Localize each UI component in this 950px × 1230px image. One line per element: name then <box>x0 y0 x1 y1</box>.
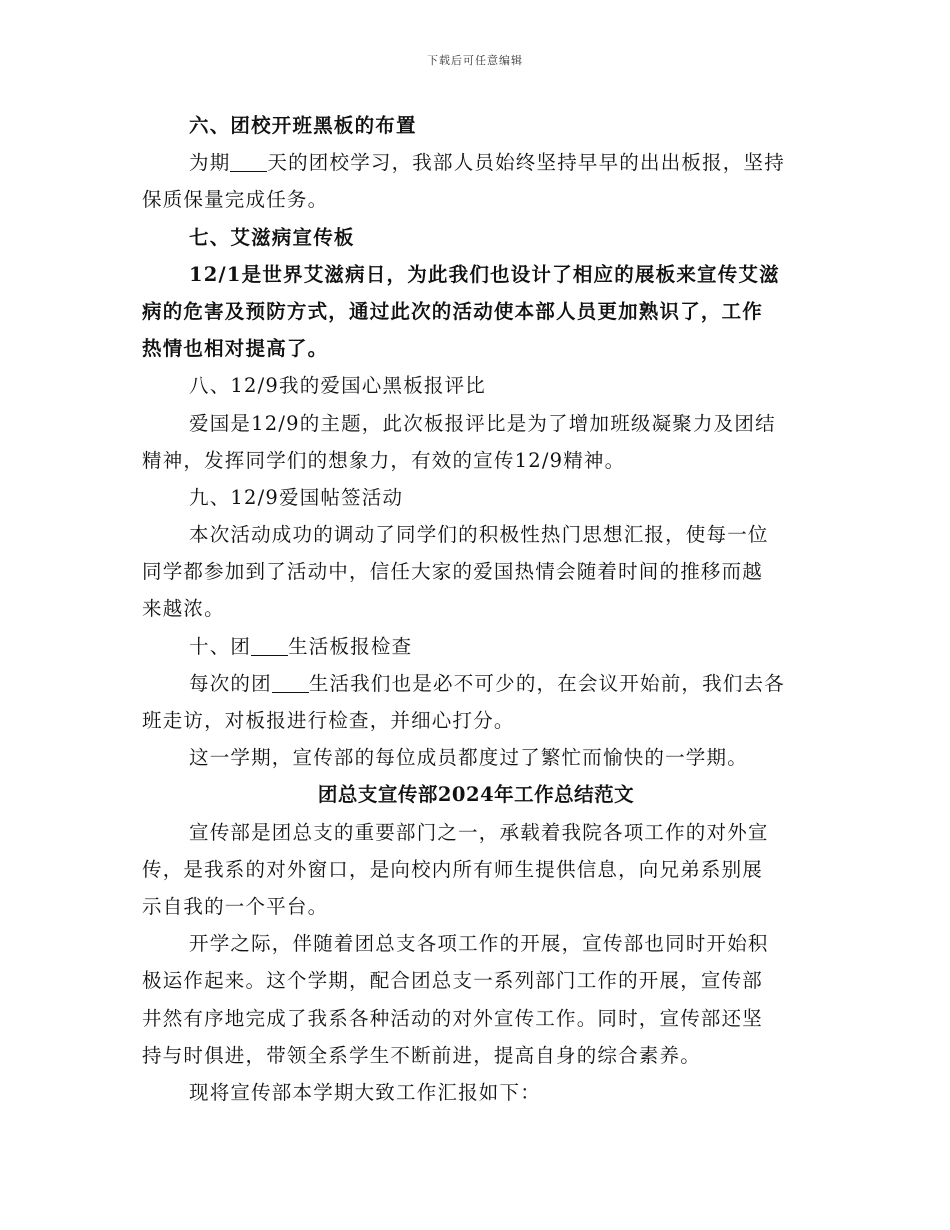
line-text-before-blank: 每次的团 <box>189 671 272 695</box>
body-line: 井然有序地完成了我系各种活动的对外宣传工作。同时，宣传部还坚 <box>142 1006 764 1030</box>
bold-line: 七、艾滋病宣传板 <box>189 225 355 249</box>
body-line: 现将宣传部本学期大致工作汇报如下： <box>189 1080 541 1104</box>
body-line: 示自我的一个平台。 <box>142 894 329 918</box>
line-text-before-blank: 十、团 <box>189 634 252 658</box>
fill-in-blank <box>272 674 309 693</box>
line-text-after-blank: 天的团校学习，我部人员始终坚持早早的出出板报，坚持 <box>267 151 785 175</box>
body-line: 本次活动成功的调动了同学们的积极性热门思想汇报，使每一位 <box>189 523 769 547</box>
section-title: 团总支宣传部2024年工作总结范文 <box>317 783 635 807</box>
body-line <box>142 628 810 665</box>
line-text-after-blank: 生活板报检查 <box>288 634 413 658</box>
page-header: 下载后可任意编辑 <box>427 54 523 67</box>
body-line <box>142 144 810 181</box>
bold-line: 12/1是世界艾滋病日，为此我们也设计了相应的展板来宣传艾滋 <box>189 262 780 286</box>
body-line: 保质保量完成任务。 <box>142 188 329 212</box>
line-text-after-blank: 生活我们也是必不可少的，在会议开始前，我们去各 <box>308 671 785 695</box>
document-body <box>142 107 810 1111</box>
line-text-before-blank: 为期 <box>189 151 231 175</box>
body-line <box>142 665 810 702</box>
body-line: 同学都参加到了活动中，信任大家的爱国热情会随着时间的推移而越 <box>142 560 764 584</box>
body-line: 八、12/9我的爱国心黑板报评比 <box>189 374 486 398</box>
body-line: 精神，发挥同学们的想象力，有效的宣传12/9精神。 <box>142 448 626 472</box>
body-line: 爱国是12/9的主题，此次板报评比是为了增加班级凝聚力及团结 <box>189 411 776 435</box>
body-line: 这一学期，宣传部的每位成员都度过了繁忙而愉快的一学期。 <box>189 746 748 770</box>
bold-line: 热情也相对提高了。 <box>142 337 329 361</box>
body-line: 九、12/9爱国帖签活动 <box>189 485 404 509</box>
bold-line: 六、团校开班黑板的布置 <box>189 114 417 137</box>
fill-in-blank <box>230 153 267 172</box>
body-line: 传，是我系的对外窗口，是向校内所有师生提供信息，向兄弟系别展 <box>142 857 764 881</box>
fill-in-blank <box>251 637 288 656</box>
body-line: 来越浓。 <box>142 597 225 621</box>
bold-line: 病的危害及预防方式，通过此次的活动使本部人员更加熟识了，工作 <box>142 299 764 323</box>
body-line: 持与时俱进，带领全系学生不断前进，提高自身的综合素养。 <box>142 1043 701 1067</box>
body-line: 班走访，对板报进行检查，并细心打分。 <box>142 709 515 732</box>
body-line: 极运作起来。这个学期，配合团总支一系列部门工作的开展，宣传部 <box>142 969 764 993</box>
body-line: 宣传部是团总支的重要部门之一，承载着我院各项工作的对外宣 <box>189 820 769 844</box>
body-line: 开学之际，伴随着团总支各项工作的开展，宣传部也同时开始积 <box>189 932 769 956</box>
